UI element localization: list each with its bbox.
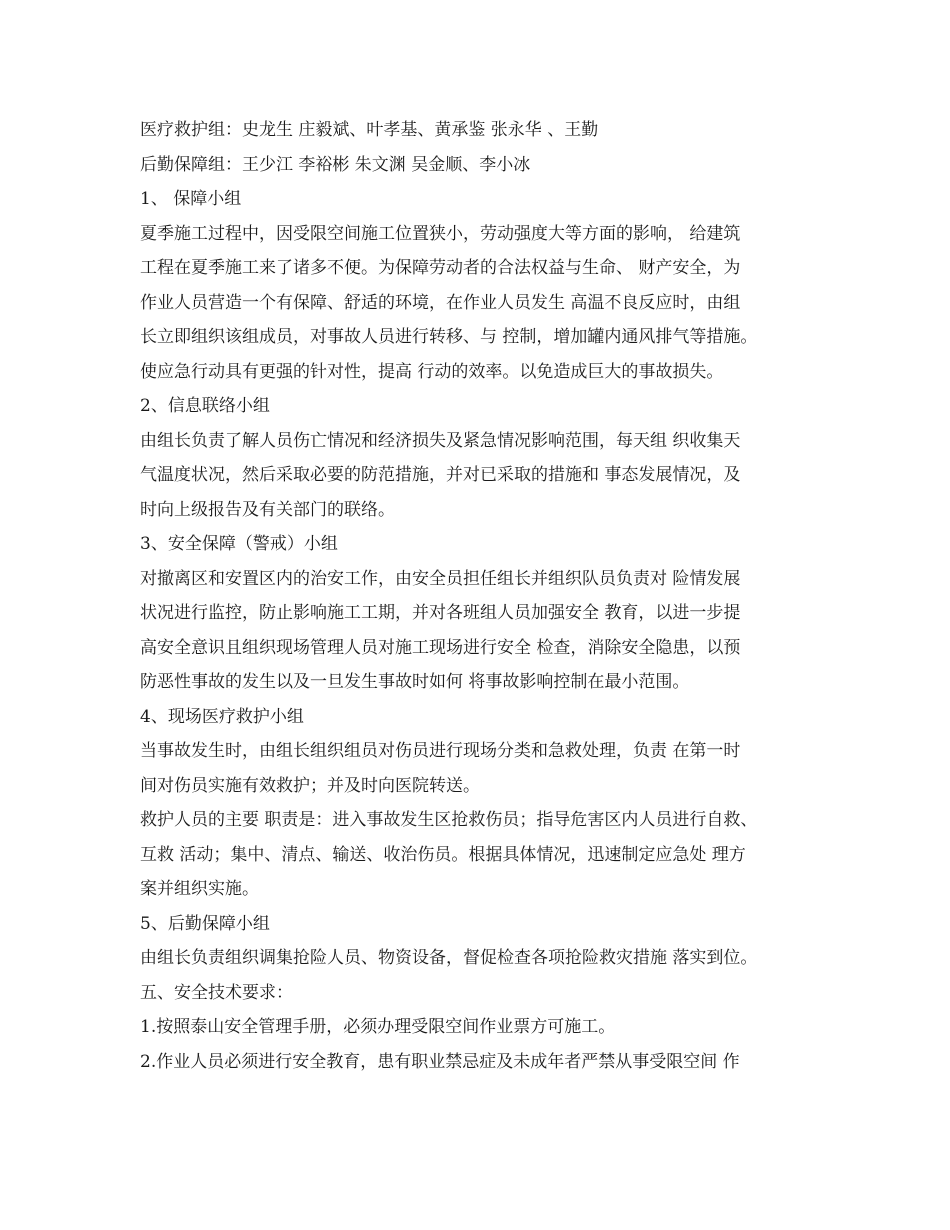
paragraph-line: 由组长负责了解人员伤亡情况和经济损失及紧急情况影响范围，每天组 织收集天	[140, 430, 741, 451]
paragraph-line: 夏季施工过程中，因受限空间施工位置狭小，劳动强度大等方面的影响， 给建筑	[140, 223, 741, 244]
list-item: 1.按照泰山安全管理手册，必须办理受限空间作业票方可施工。	[140, 1017, 616, 1037]
paragraph-line: 间对伤员实施有效救护；并及时向医院转送。	[140, 775, 480, 796]
paragraph-line: 气温度状况，然后采取必要的防范措施，并对已采取的措施和 事态发展情况，及	[140, 465, 741, 485]
section-heading-safety-requirements: 五、安全技术要求：	[140, 982, 293, 1003]
paragraph-line: 防恶性事故的发生以及一旦发生事故时如何 将事故影响控制在最小范围。	[140, 672, 690, 692]
paragraph-line: 对撤离区和安置区内的治安工作，由安全员担任组长并组织队员负责对 险情发展	[140, 568, 741, 589]
paragraph-line: 高安全意识且组织现场管理人员对施工现场进行安全 检查，消除安全隐患，以预	[140, 637, 741, 658]
section-heading-security: 3、安全保障（警戒）小组	[140, 534, 338, 554]
paragraph-line: 案并组织实施。	[140, 879, 259, 899]
paragraph-line: 长立即组织该组成员，对事故人员进行转移、与 控制，增加罐内通风排气等措施。	[140, 327, 758, 347]
paragraph-line: 互救 活动；集中、清点、输送、收治伤员。根据具体情况，迅速制定应急处 理方	[140, 844, 746, 865]
section-heading-support: 1、 保障小组	[140, 189, 242, 209]
paragraph-line: 状况进行监控，防止影响施工工期，并对各班组人员加强安全 教育，以进一步提	[140, 603, 741, 623]
section-heading-info-liaison: 2、信息联络小组	[140, 396, 270, 416]
paragraph-line: 时向上级报告及有关部门的联络。	[140, 499, 395, 520]
paragraph-line: 由组长负责组织调集抢险人员、物资设备，督促检查各项抢险救灾措施 落实到位。	[140, 948, 758, 968]
paragraph-line: 作业人员营造一个有保障、舒适的环境，在作业人员发生 高温不良反应时，由组	[140, 292, 741, 313]
paragraph-line: 工程在夏季施工来了诸多不便。为保障劳动者的合法权益与生命、 财产安全，为	[140, 258, 741, 278]
text-line-medical-team: 医疗救护组：史龙生 庄毅斌、叶孝基、黄承鉴 张永华 、王勤	[140, 120, 599, 140]
text-line-logistics-team: 后勤保障组：王少江 李裕彬 朱文渊 吴金顺、李小冰	[140, 154, 531, 175]
section-heading-medical-rescue: 4、现场医疗救护小组	[140, 706, 304, 727]
document-body	[140, 113, 830, 1079]
list-item: 2.作业人员必须进行安全教育，患有职业禁忌症及未成年者严禁从事受限空间 作	[140, 1051, 740, 1072]
paragraph-line: 救护人员的主要 职责是：进入事故发生区抢救伤员；指导危害区内人员进行自救、	[140, 810, 758, 830]
paragraph-line: 使应急行动具有更强的针对性，提高 行动的效率。以免造成巨大的事故损失。	[140, 361, 724, 382]
section-heading-logistics: 5、后勤保障小组	[140, 913, 270, 934]
paragraph-line: 当事故发生时，由组长组织组员对伤员进行现场分类和急救处理，负责 在第一时	[140, 741, 741, 761]
